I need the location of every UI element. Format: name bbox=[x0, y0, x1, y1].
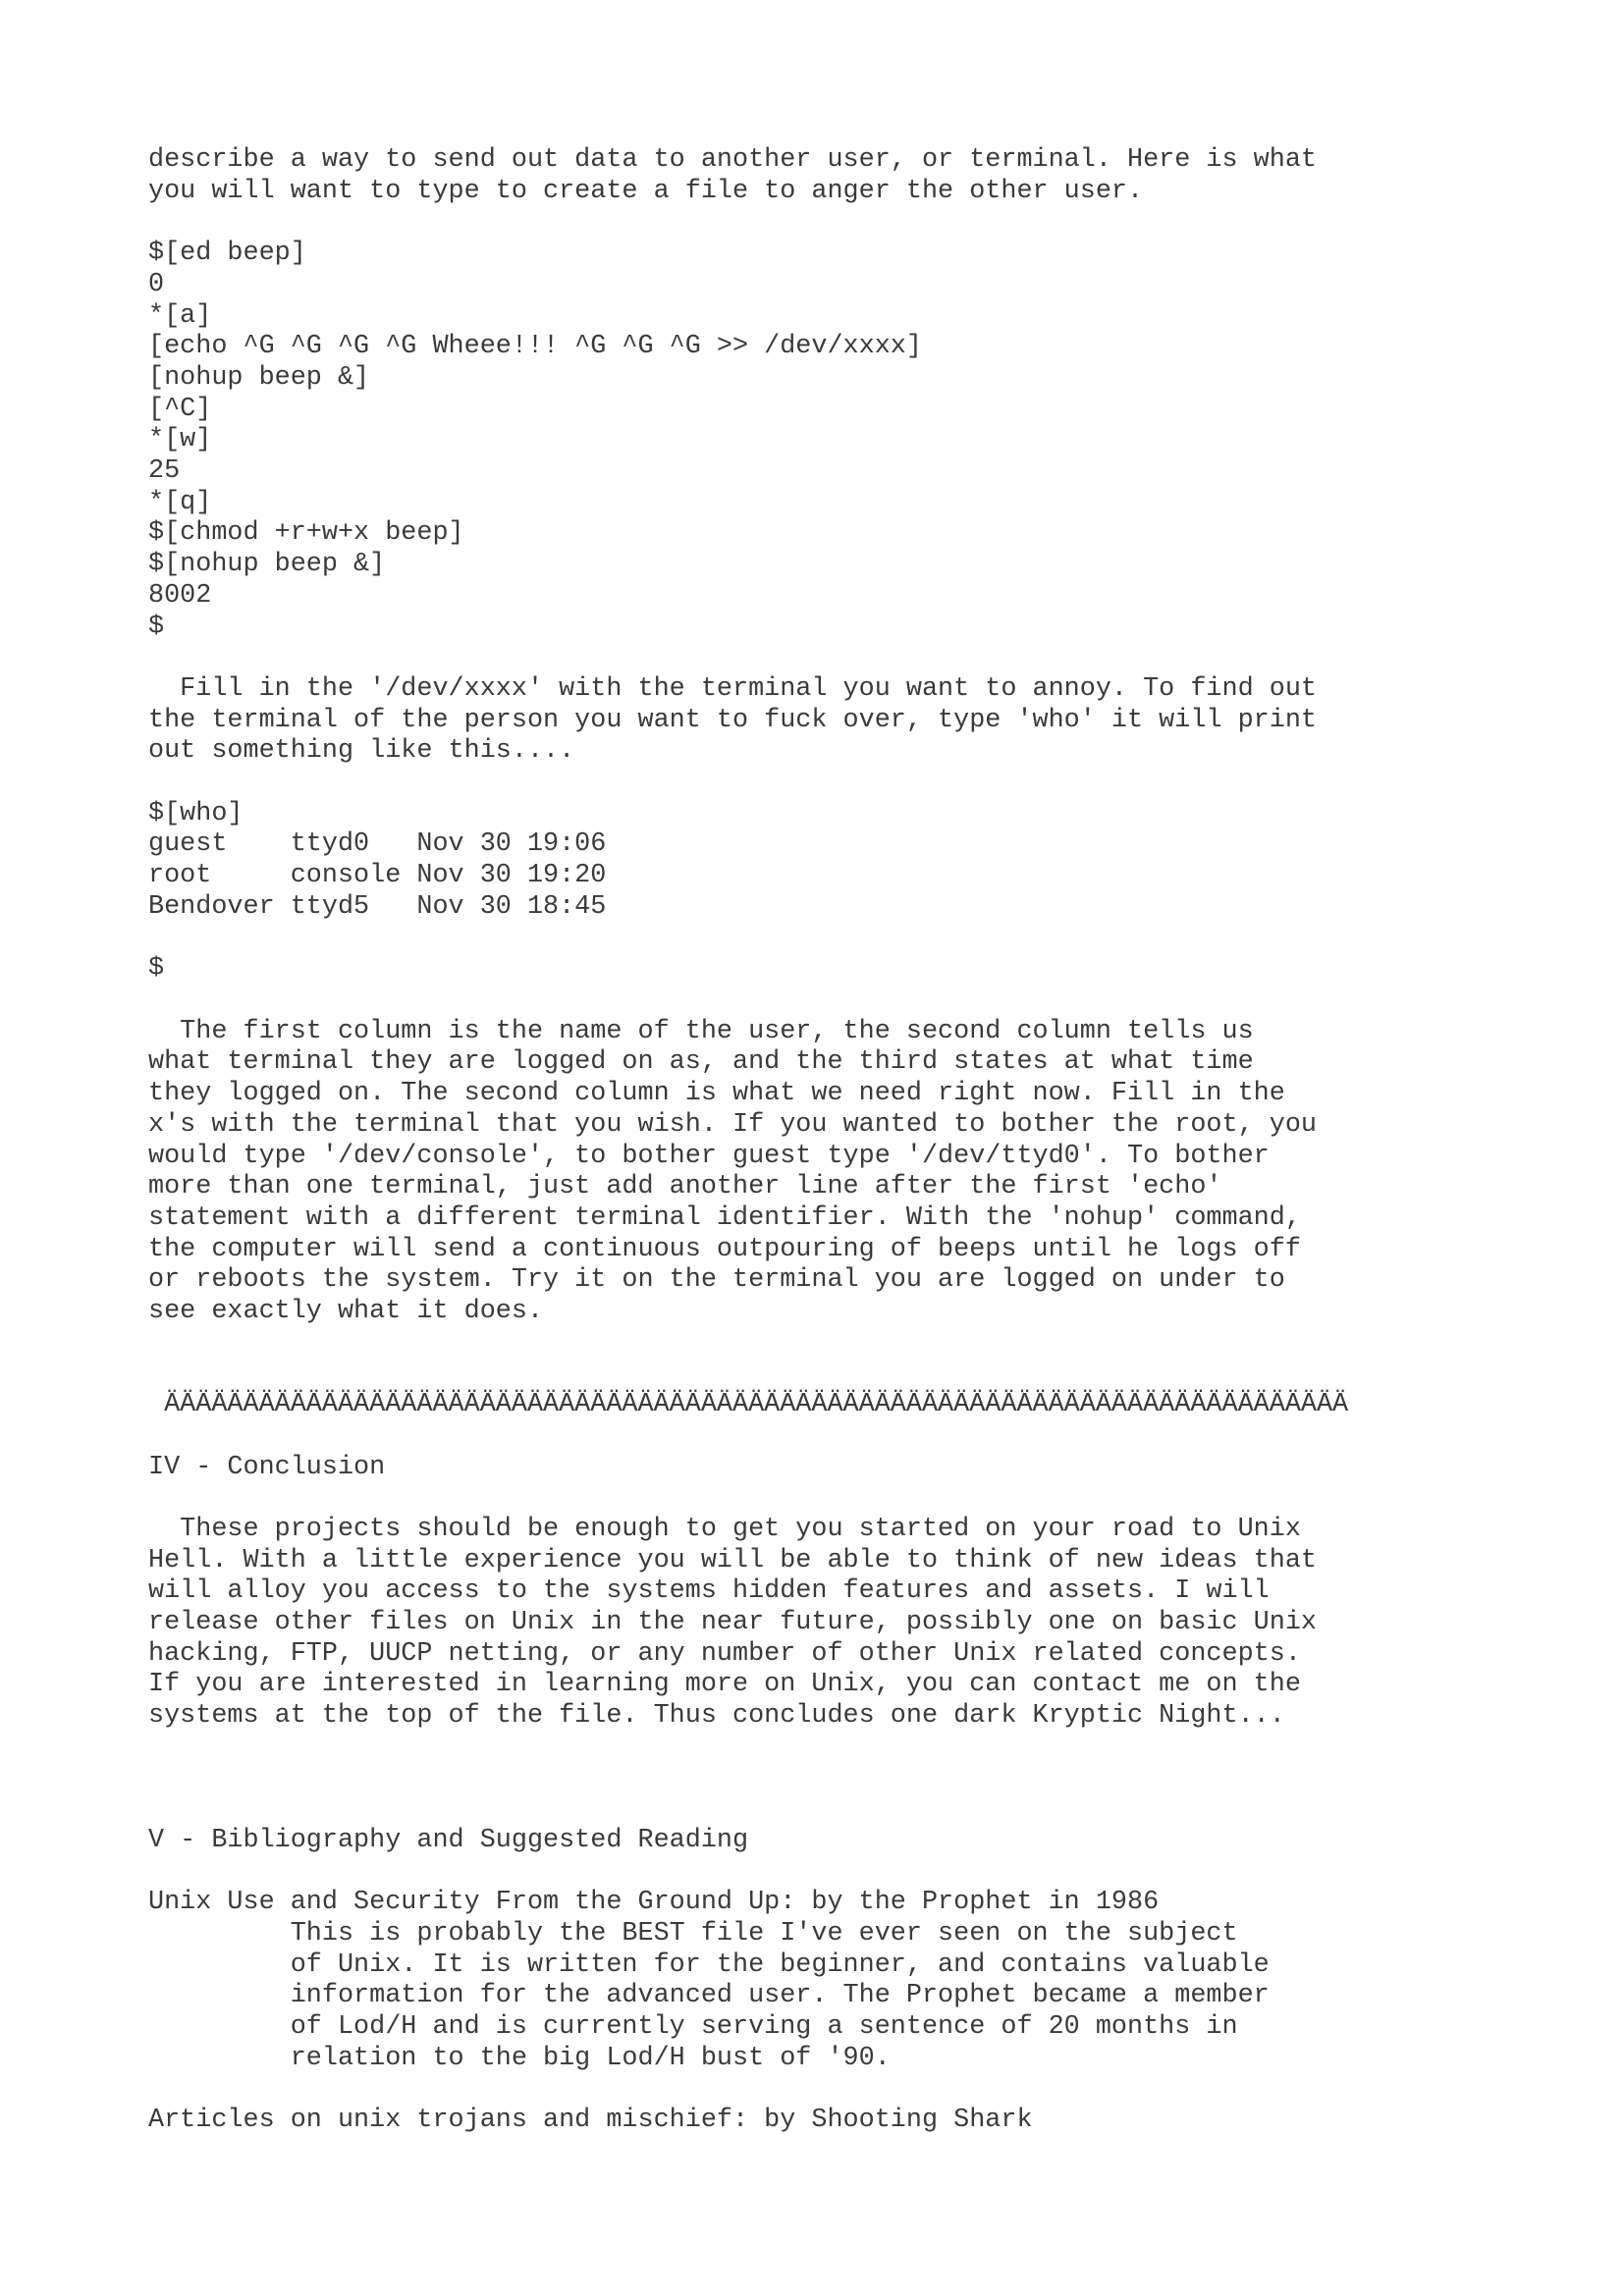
spacer bbox=[148, 768, 1562, 799]
intro-paragraph: describe a way to send out data to another user, or terminal. Here is what you will want to type to create a file to anger the other user. bbox=[148, 145, 1317, 206]
bibliography-entry: Unix Use and Security From the Ground Up: by the Prophet in 1986 This is probably the BEST file I've ever seen on the subject of Unix. It is written for the beginner, and contains valuable information for the advanced user. The Prophet became a member of Lod/H and is currently serving a sentence of 20 months in relation to the big Lod/H bust of '90. bbox=[148, 1888, 1270, 2073]
spacer bbox=[148, 1857, 1562, 1889]
spacer bbox=[148, 207, 1562, 239]
conclusion-heading: IV - Conclusion bbox=[148, 1452, 386, 1482]
ed-session-code: $[ed beep] 0 *[a] [echo ^G ^G ^G ^G Wheee!!! ^G ^G ^G >> /dev/xxxx] [nohup beep &] [^C] *[w] 25 *[q] $[chmod +r+w+x beep] $[nohup beep &] 8002 $ bbox=[148, 239, 922, 642]
bibliography-heading: V - Bibliography and Suggested Reading bbox=[148, 1825, 749, 1855]
section-divider: ÄÄÄÄÄÄÄÄÄÄÄÄÄÄÄÄÄÄÄÄÄÄÄÄÄÄÄÄÄÄÄÄÄÄÄÄÄÄÄÄÄÄÄÄÄÄÄÄÄÄÄÄÄÄÄÄÄÄÄÄÄÄÄÄÄÄÄÄÄÄÄÄÄÄÄ bbox=[148, 1390, 1349, 1420]
spacer bbox=[148, 643, 1562, 674]
spacer bbox=[148, 986, 1562, 1017]
spacer bbox=[148, 1794, 1562, 1826]
document-page bbox=[148, 145, 1562, 2137]
bibliography-entry: Articles on unix trojans and mischief: by Shooting Shark bbox=[148, 2106, 1033, 2136]
who-session-code: $[who] guest ttyd0 Nov 30 19:06 root console Nov 30 19:20 Bendover ttyd5 Nov 30 18:45 $ bbox=[148, 798, 607, 985]
spacer bbox=[148, 1328, 1562, 1360]
spacer bbox=[148, 1764, 1562, 1795]
spacer bbox=[148, 2075, 1562, 2107]
fill-in-paragraph: Fill in the '/dev/xxxx' with the terminal you want to annoy. To find out the terminal of the person you want to fuck over, type 'who' it will print out something like this.... bbox=[148, 673, 1317, 767]
spacer bbox=[148, 1421, 1562, 1453]
columns-paragraph: The first column is the name of the user, the second column tells us what terminal they are logged on as, and the third states at what time they logged on. The second column is what we need right now. Fill in the x's with the terminal that you wish. If you wanted to bother the root, you would type '/dev/console', to bother guest type '/dev/ttyd0'. To bother more than one terminal, just add another line after the first 'echo' statement with a different terminal identifier. With the 'nohup' command, the computer will send a continuous outpouring of beeps until he logs off or reboots the system. Try it on the terminal you are logged on under to see exactly what it does. bbox=[148, 1016, 1317, 1327]
spacer bbox=[148, 1483, 1562, 1515]
spacer bbox=[148, 1733, 1562, 1764]
conclusion-paragraph: These projects should be enough to get you started on your road to Unix Hell. With a little experience you will be able to think of new ideas that will alloy you access to the systems hidden features and assets. I will release other files on Unix in the near future, possibly one on basic Unix hacking, FTP, UUCP netting, or any number of other Unix related concepts. If you are interested in learning more on Unix, you can contact me on the systems at the top of the file. Thus concludes one dark Kryptic Night... bbox=[148, 1514, 1317, 1732]
spacer bbox=[148, 1359, 1562, 1390]
